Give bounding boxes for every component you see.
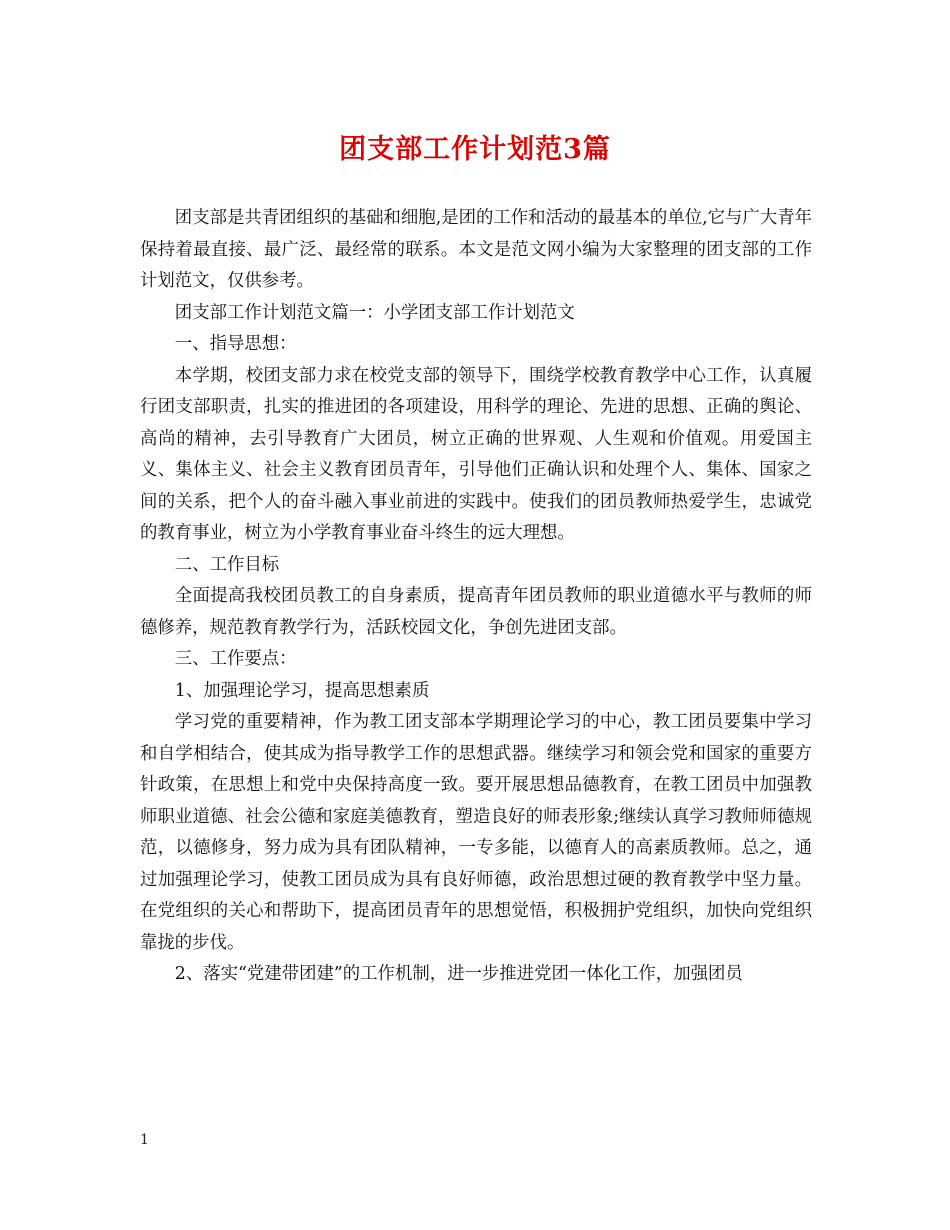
paragraph: 学习党的重要精神，作为教工团支部本学期理论学习的中心，教工团员要集中学习和自学相结合，使其成为指导教学工作的思想武器。继续学习和领会党和国家的重要方针政策，在思想上和党中央保持高度一致。要开展思想品德教育，在教工团员中加强教师职业道德、社会公德和家庭美德教育，塑造良好的师表形象;继续认真学习教师师德规范，以德修身，努力成为具有团队精神，一专多能，以德育人的高素质教师。总之，通过加强理论学习，使教工团员成为具有良好师德，政治思想过硬的教育教学中坚力量。 在党组织的关心和帮助下，提高团员青年的思想觉悟，积极拥护党组织，加快向党组织靠拢的步伐。 — [140, 712, 812, 953]
subheading: 1、加强理论学习，提高思想素质 — [174, 680, 430, 701]
subheading: 一、指导思想： — [174, 334, 297, 354]
paragraph: 团支部是共青团组织的基础和细胞,是团的工作和活动的最基本的单位,它与广大青年保持着最直接、最广泛、最经常的联系。本文是范文网小编为大家整理的团支部的工作计划范文，仅供参考。 — [140, 208, 812, 291]
subheading: 二、工作目标 — [174, 554, 280, 575]
document-title: 团支部工作计划范3篇 — [339, 134, 611, 165]
paragraph: 本学期，校团支部力求在校党支部的领导下，围绕学校教育教学中心工作，认真履行团支部职责，扎实的推进团的各项建设，用科学的理论、先进的思想、正确的舆论、高尚的精神，去引导教育广大团员，树立正确的世界观、人生观和价值观。用爱国主义、集体主义、社会主义教育团员青年，引导他们正确认识和处理个人、集体、国家之间的关系，把个人的奋斗融入事业前进的实践中。使我们的团员教师热爱学生，忠诚党的教育事业，树立为小学教育事业奋斗终生的远大理想。 — [140, 365, 812, 543]
paragraph: 全面提高我校团员教工的自身素质，提高青年团员教师的职业道德水平与教师的师德修养，规范教育教学行为，活跃校园文化，争创先进团支部。 — [140, 586, 812, 638]
paragraph: 2、落实“党建带团建”的工作机制，进一步推进党团一体化工作，加强团员 — [174, 964, 743, 984]
subheading: 三、工作要点： — [174, 649, 297, 669]
section-heading: 团支部工作计划范文篇一：小学团支部工作计划范文 — [174, 302, 575, 323]
document-body — [140, 203, 812, 991]
page-number: 1 — [140, 1132, 149, 1148]
